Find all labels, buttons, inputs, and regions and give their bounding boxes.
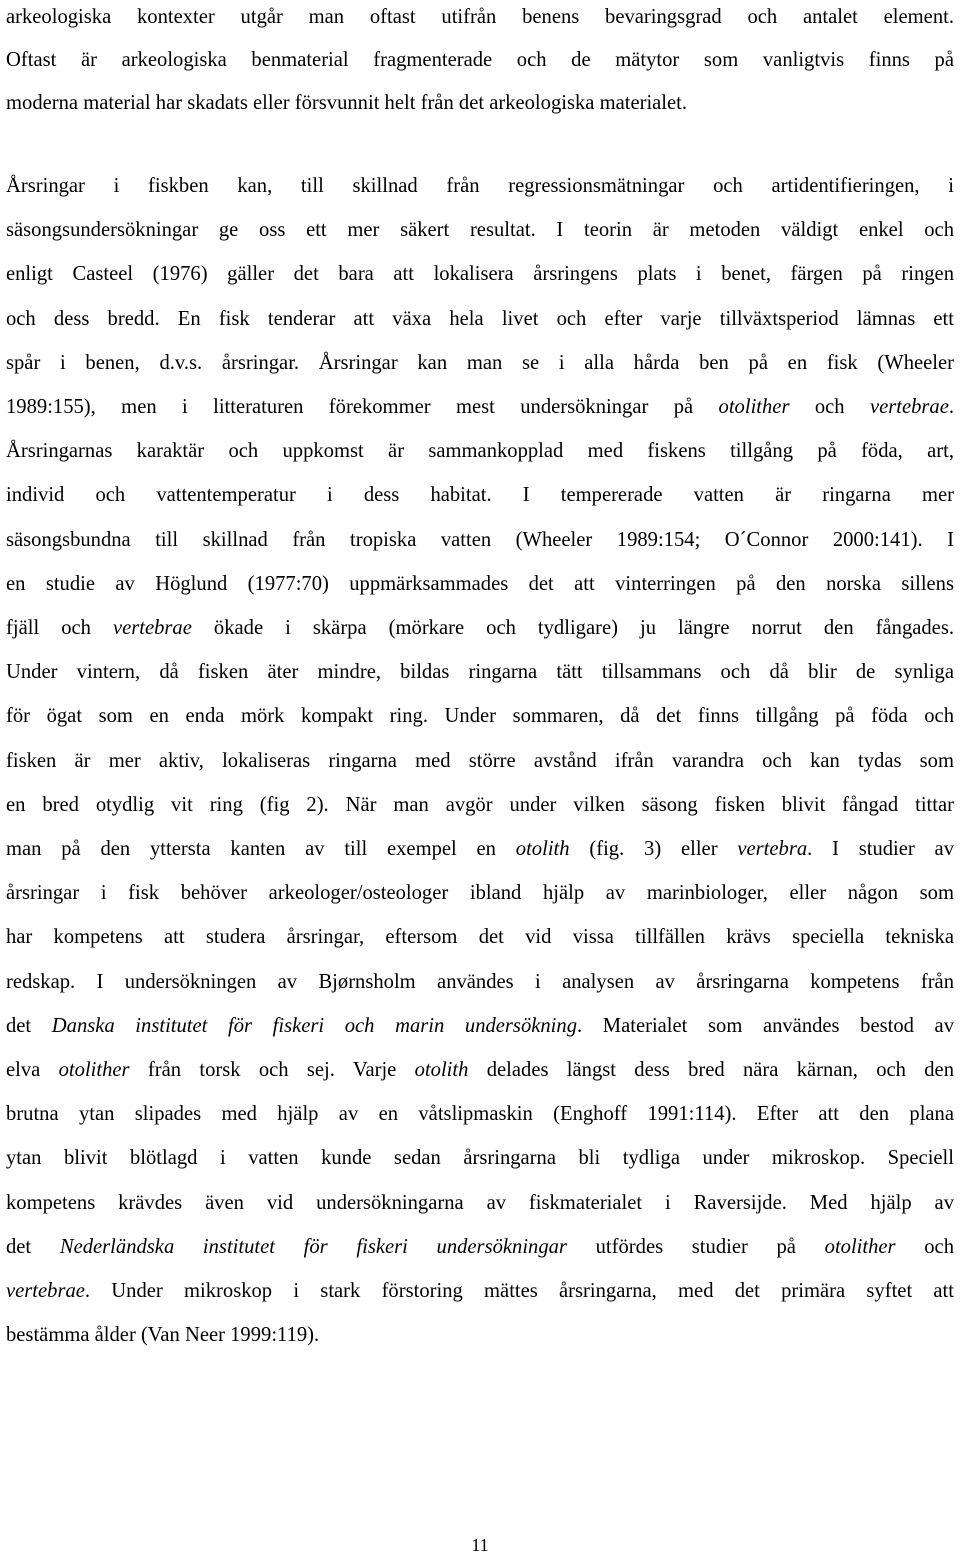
text-line	[6, 252, 954, 296]
text-run: bestämma ålder (Van Neer 1999:119).	[6, 1324, 320, 1347]
text-line: moderna material har skadats eller försvunnit helt från det arkeologiska materialet.	[6, 92, 688, 114]
text-line	[6, 694, 954, 738]
text-run: individ och vattentemperatur i dess habitat. I tempererade vatten är ringarna mer	[6, 484, 954, 507]
text-line	[6, 606, 954, 650]
text-run: . I studier av	[807, 838, 954, 861]
text-line	[6, 562, 954, 606]
italic-term: otolith	[515, 838, 570, 861]
text-line	[6, 1136, 954, 1180]
text-run: årsringar i fisk behöver arkeologer/osteologer ibland hjälp av marinbiologer, eller någon som	[6, 882, 954, 905]
text-run: .	[948, 396, 955, 419]
text-line: arkeologiska kontexter utgår man oftast utifrån benens bevaringsgrad och antalet element.	[6, 6, 954, 28]
italic-term: Nederländska institutet för fiskeri undersökningar	[59, 1235, 567, 1258]
text-run: och dess bredd. En fisk tenderar att växa hela livet och efter varje tillväxtsperiod lämnas ett	[6, 307, 954, 330]
text-run: fisken är mer aktiv, lokaliseras ringarna med större avstånd ifrån varandra och kan tydas som	[6, 749, 954, 772]
text-run: . Under mikroskop i stark förstoring mättes årsringarna, med det primära syftet att	[84, 1280, 954, 1303]
text-run: det	[6, 1014, 52, 1037]
text-line	[6, 1181, 954, 1225]
text-line	[6, 208, 954, 252]
text-run: en studie av Höglund (1977:70) uppmärksammades det att vinterringen på den norska sillens	[6, 572, 954, 595]
italic-term: vertebra	[737, 838, 808, 861]
text-run: Årsringarnas karaktär och uppkomst är sammankopplad med fiskens tillgång på föda, art,	[6, 440, 954, 463]
text-line	[6, 518, 954, 562]
text-run: har kompetens att studera årsringar, eftersom det vid vissa tillfällen krävs speciella tekniska	[6, 926, 954, 949]
text-run: spår i benen, d.v.s. årsringar. Årsringar kan man se i alla hårda ben på en fisk (Wheeler	[6, 351, 954, 374]
text-line: Oftast är arkeologiska benmaterial fragmenterade och de mätytor som vanligtvis finns på	[6, 49, 954, 71]
italic-term: otolither	[58, 1059, 130, 1082]
text-run: ytan blivit blötlagd i vatten kunde sedan årsringarna bli tydliga under mikroskop. Speciell	[6, 1147, 954, 1170]
text-run: enligt Casteel (1976) gäller det bara att lokalisera årsringens plats i benet, färgen på ringen	[6, 263, 954, 286]
text-run: kompetens krävdes även vid undersökningarna av fiskmaterialet i Raversijde. Med hjälp av	[6, 1191, 954, 1214]
text-run: säsongsbundna till skillnad från tropiska vatten (Wheeler 1989:154; O´Connor 2000:141). I	[6, 528, 954, 551]
text-line	[6, 783, 954, 827]
text-run: från torsk och sej. Varje	[129, 1059, 415, 1082]
text-line	[6, 915, 954, 959]
text-line	[6, 164, 954, 208]
text-line	[6, 1092, 954, 1136]
text-run: redskap. I undersökningen av Bjørnsholm användes i analysen av årsringarna kompetens från	[6, 970, 954, 993]
italic-term: vertebrae	[112, 617, 192, 640]
italic-term: vertebrae	[869, 396, 949, 419]
document-page	[6, 0, 954, 1556]
text-line	[6, 871, 954, 915]
text-line	[6, 297, 954, 341]
text-line	[6, 429, 954, 473]
text-run: och	[789, 396, 870, 419]
paragraph-main	[6, 164, 954, 1357]
text-run: och	[895, 1235, 954, 1258]
text-run: utfördes studier på	[566, 1235, 825, 1258]
text-line	[6, 650, 954, 694]
text-line	[6, 1048, 954, 1092]
paragraph-top	[6, 0, 954, 125]
text-run: säsongsundersökningar ge oss ett mer säkert resultat. I teorin är metoden väldigt enkel och	[6, 219, 954, 242]
italic-term: vertebrae	[6, 1280, 85, 1303]
text-line	[6, 1313, 954, 1357]
text-line	[6, 473, 954, 517]
italic-term: otolith	[414, 1059, 469, 1082]
page-number: 11	[471, 1535, 489, 1555]
text-line	[6, 1269, 954, 1313]
text-line	[6, 341, 954, 385]
text-run: . Materialet som användes bestod av	[577, 1014, 954, 1037]
italic-term: otolither	[718, 396, 790, 419]
text-line	[6, 960, 954, 1004]
text-run: ökade i skärpa (mörkare och tydligare) ju längre norrut den fångades.	[191, 617, 954, 640]
text-line	[6, 385, 954, 429]
text-run: brutna ytan slipades med hjälp av en våtslipmaskin (Enghoff 1991:114). Efter att den plana	[6, 1103, 954, 1126]
text-line	[6, 1004, 954, 1048]
text-run: en bred otydlig vit ring (fig 2). När man avgör under vilken säsong fisken blivit fångad tittar	[6, 793, 954, 816]
italic-term: Danska institutet för fiskeri och marin undersökning	[51, 1014, 578, 1037]
italic-term: otolither	[824, 1235, 896, 1258]
text-run: Årsringar i fiskben kan, till skillnad från regressionsmätningar och artidentifieringen, i	[6, 175, 954, 197]
text-run: fjäll och	[6, 617, 113, 640]
text-run: 1989:155), men i litteraturen förekommer mest undersökningar på	[6, 396, 719, 419]
text-run: elva	[6, 1059, 59, 1082]
text-run: Under vintern, då fisken äter mindre, bildas ringarna tätt tillsammans och då blir de synliga	[6, 661, 954, 684]
text-run: det	[6, 1235, 60, 1258]
text-run: delades längst dess bred nära kärnan, och den	[468, 1059, 954, 1082]
text-line	[6, 1225, 954, 1269]
text-run: man på den yttersta kanten av till exempel en	[6, 838, 516, 861]
text-line	[6, 739, 954, 783]
text-line	[6, 827, 954, 871]
text-run: för ögat som en enda mörk kompakt ring. Under sommaren, då det finns tillgång på föda och	[6, 705, 954, 728]
text-run: (fig. 3) eller	[569, 838, 738, 861]
